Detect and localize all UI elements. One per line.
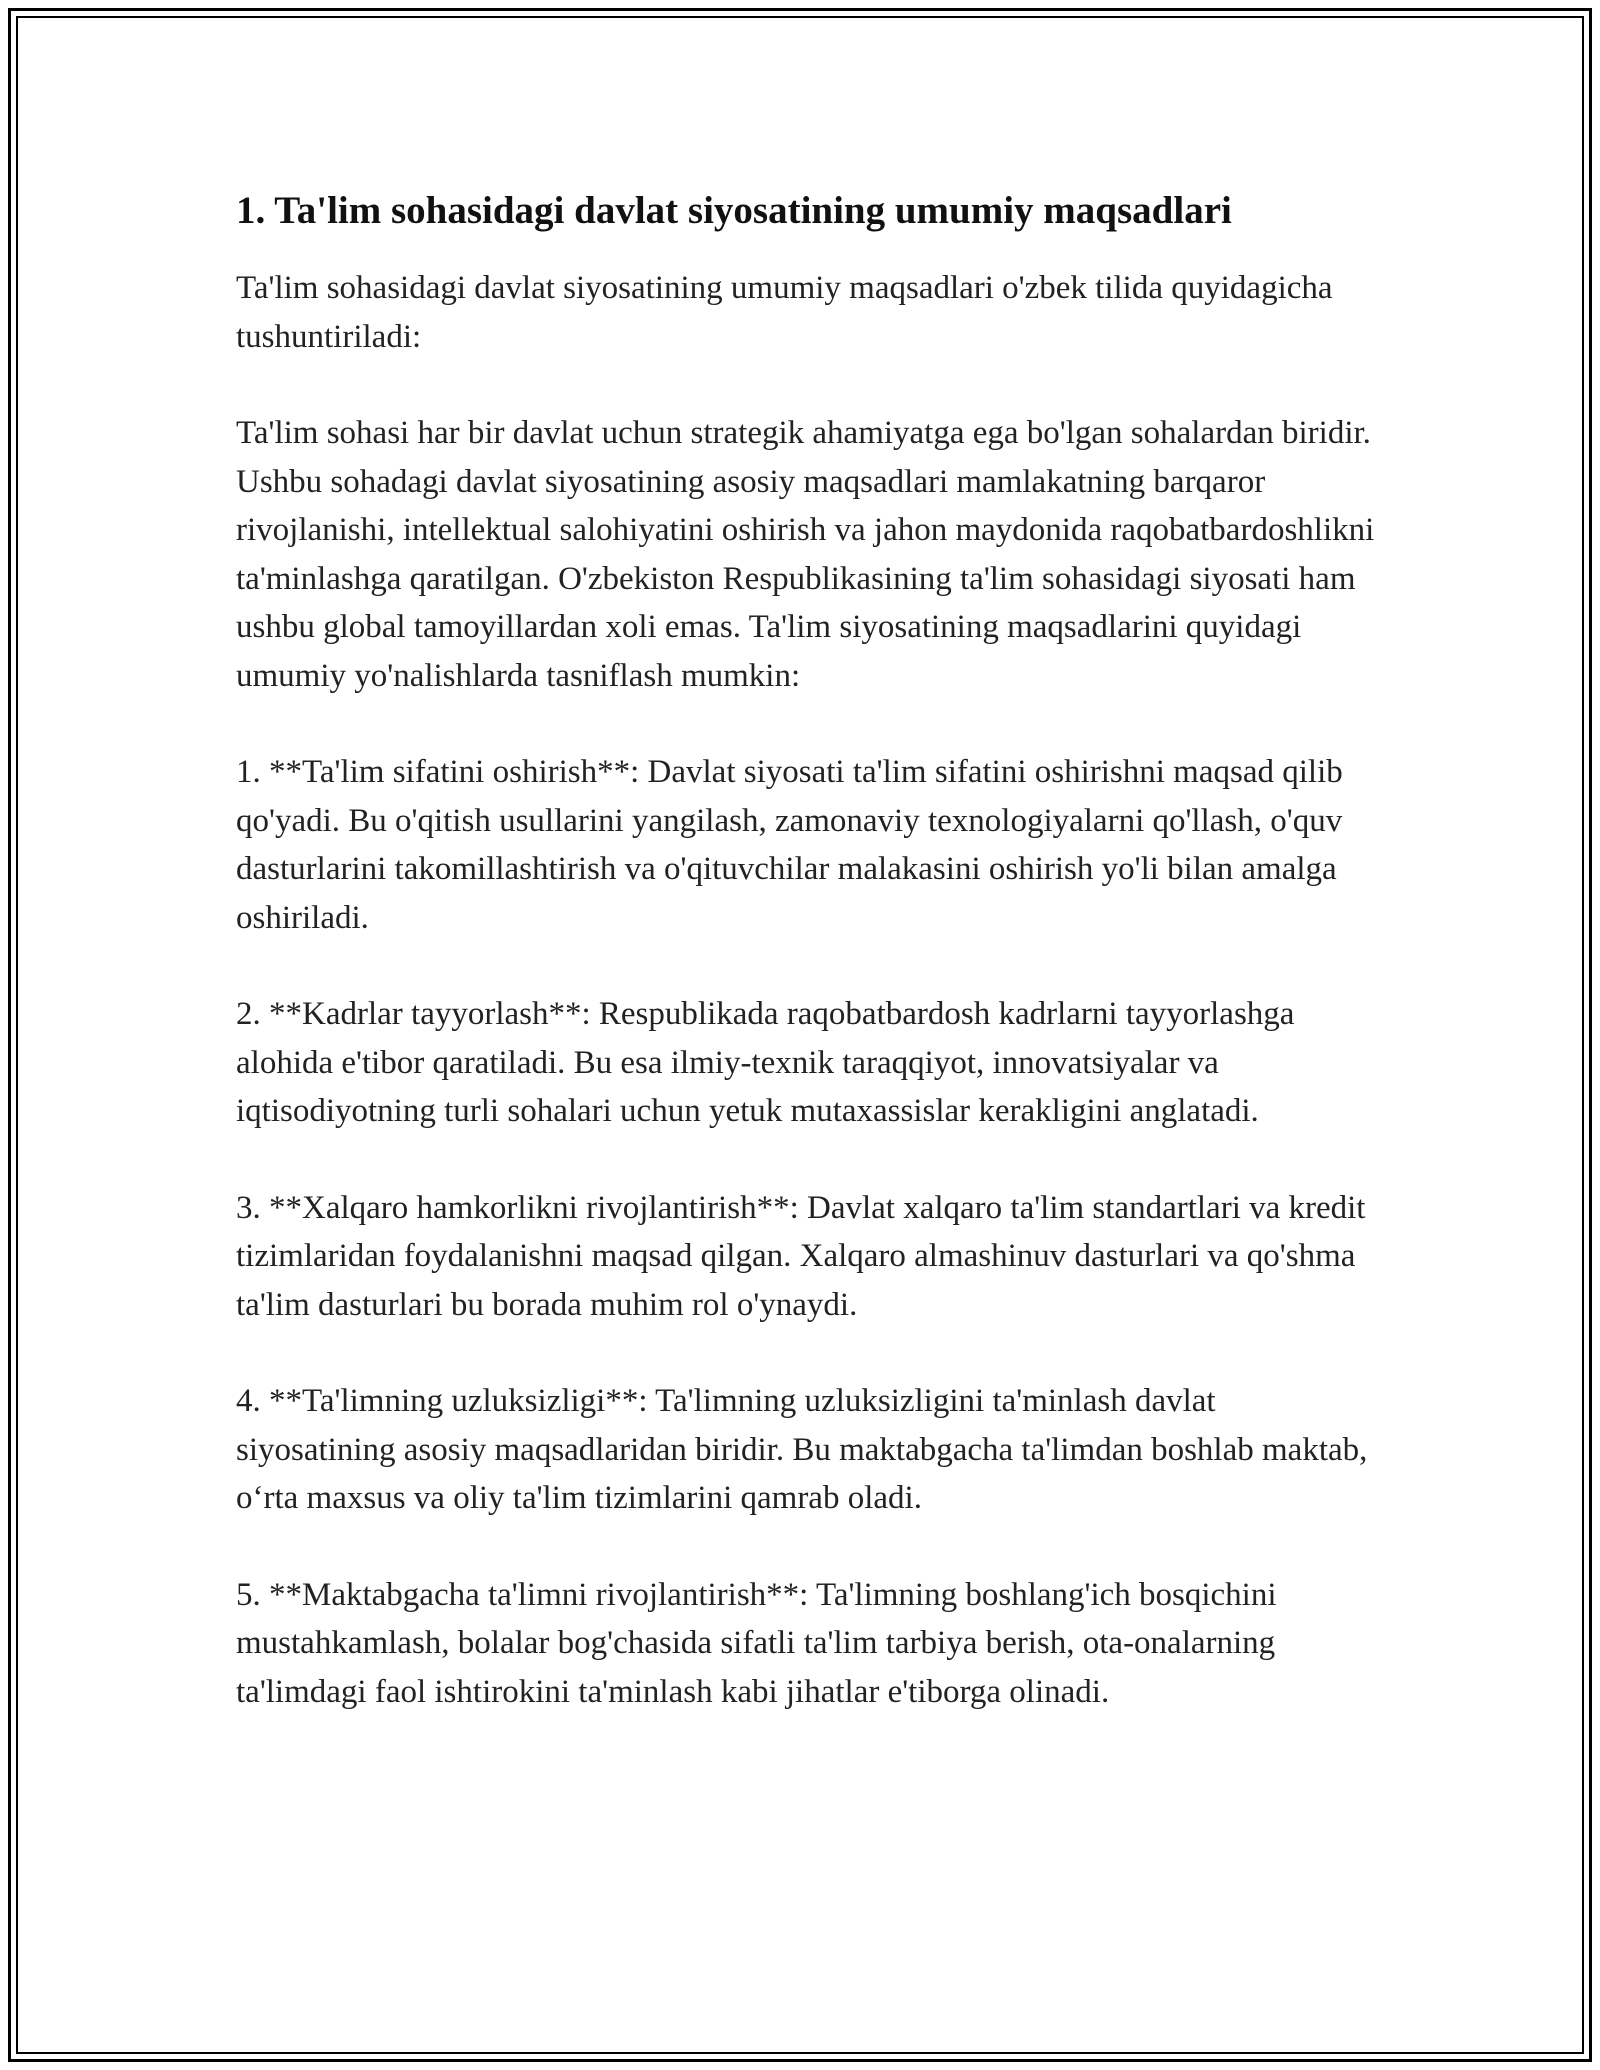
goal-item-4: 4. **Ta'limning uzluksizligi**: Ta'limning uzluksizligini ta'minlash davlat siyosatining asosiy maqsadlaridan biridir. Bu maktabgacha ta'limdan boshlab maktab, o‘rta maxsus va oliy ta'lim tizimlarini qamrab oladi. <box>236 1383 1368 1516</box>
goal-item-3: 3. **Xalqaro hamkorlikni rivojlantirish**: Davlat xalqaro ta'lim standartlari va kredit tizimlaridan foydalanishni maqsad qilgan. Xalqaro almashinuv dasturlari va qo'shma ta'lim dasturlari bu borada muhim rol o'ynaydi. <box>236 1189 1366 1323</box>
goal-item-2: 2. **Kadrlar tayyorlash**: Respublikada raqobatbardosh kadrlarni tayyorlashga alohida e'tibor qaratiladi. Bu esa ilmiy-texnik taraqqiyot, innovatsiyalar va iqtisodiyotning turli sohalari uchun yetuk mutaxassislar kerakligini anglatadi. <box>236 996 1295 1129</box>
goal-item-1: 1. **Ta'lim sifatini oshirish**: Davlat siyosati ta'lim sifatini oshirishni maqsad qilib qo'yadi. Bu o'qitish usullarini yangilash, zamonaviy texnologiyalarni qo'llash, o'quv dasturlarini takomillashtirish va o'qituvchilar malakasini oshirish yo'li bilan amalga oshiriladi. <box>236 754 1343 936</box>
document-title: 1. Ta'lim sohasidagi davlat siyosatining umumiy maqsadlari <box>236 189 1232 232</box>
goal-item-5: 5. **Maktabgacha ta'limni rivojlantirish**: Ta'limning boshlang'ich bosqichini mustahkamlash, bolalar bog'chasida sifatli ta'lim tarbiya berish, ota-onalarning ta'limdagi faol ishtirokini ta'minlash kabi jihatlar e'tiborga olinadi. <box>236 1576 1277 1710</box>
document-body <box>236 186 1376 1764</box>
overview-paragraph: Ta'lim sohasi har bir davlat uchun strategik ahamiyatga ega bo'lgan sohalardan biridir. Ushbu sohadagi davlat siyosatining asosiy maqsadlari mamlakatning barqaror rivojlanishi, intellektual salohiyatini oshirish va jahon maydonida raqobatbardoshlikni ta'minlashga qaratilgan. O'zbekiston Respublikasining ta'lim sohasidagi siyosati ham ushbu global tamoyillardan xoli emas. Ta'lim siyosatining maqsadlarini quyidagi umumiy yo'nalishlarda tasniflash mumkin: <box>236 415 1375 694</box>
intro-paragraph: Ta'lim sohasidagi davlat siyosatining umumiy maqsadlari o'zbek tilida quyidagicha tushuntiriladi: <box>236 270 1333 355</box>
